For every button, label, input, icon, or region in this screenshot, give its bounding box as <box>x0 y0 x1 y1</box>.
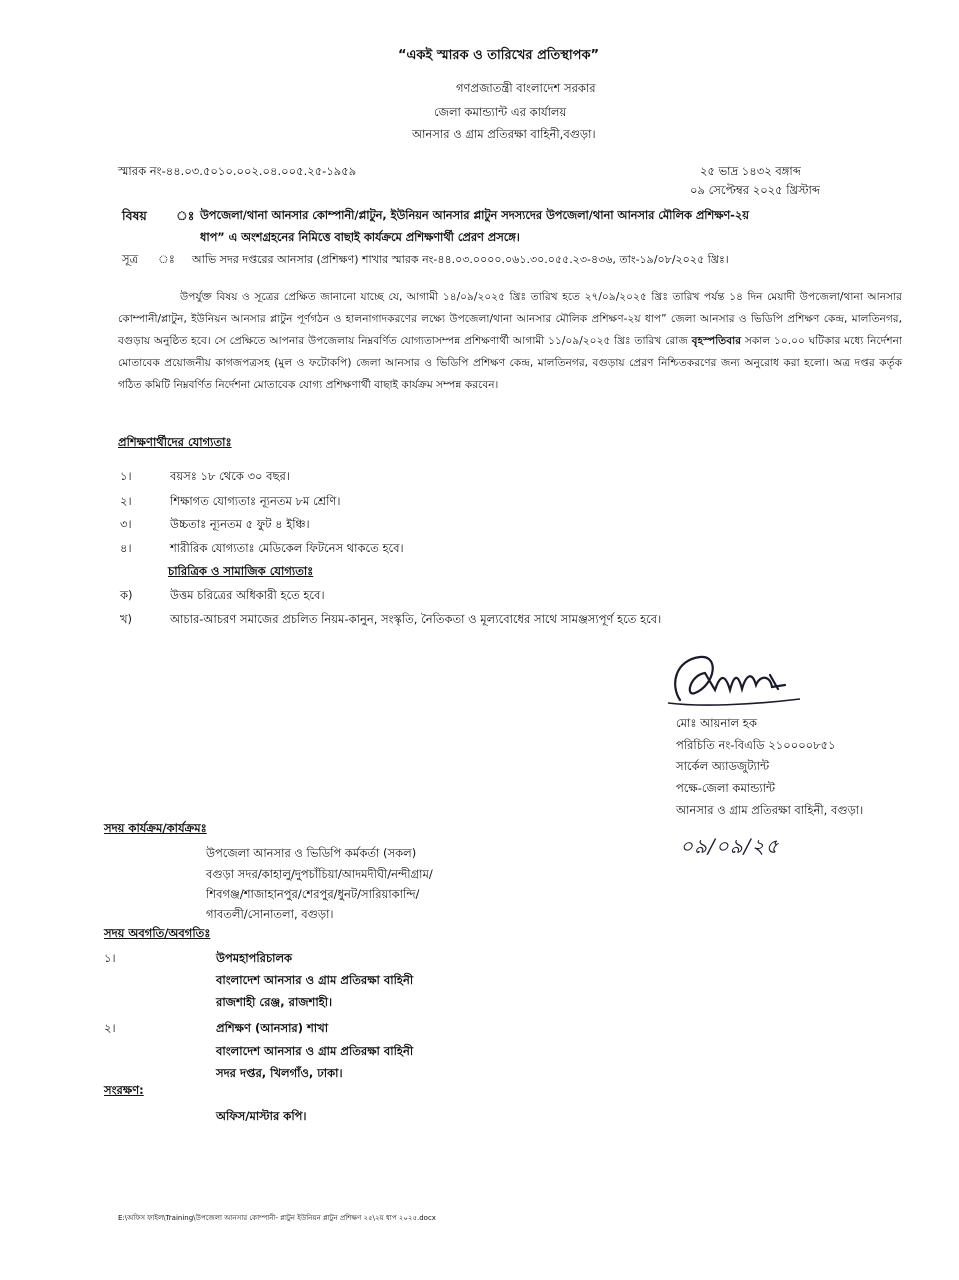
info-line: উপমহাপরিচালক <box>216 951 293 965</box>
signatory-for: পক্ষে-জেলা কমান্ড্যান্ট <box>676 781 776 795</box>
qualification-text: উচ্চতাঃ ন্যূনতম ৫ ফুট ৪ ইঞ্চি। <box>170 517 310 531</box>
qualification-text: বয়সঃ ১৮ থেকে ৩০ বছর। <box>170 469 290 483</box>
info-num: ২। <box>104 1021 116 1035</box>
body-text-part-1: উপর্যুক্ত বিষয় ও সূত্রের প্রেক্ষিত জানানো যাচ্ছে যে, আগামী ১৪/০৯/২০২৫ খ্রিঃ তারিখ হতে ২৭/০৯/২০২৫ খ্রিঃ তারিখ পর্যন্ত ১৪ দিন মেয়াদী উপজেলা/থানা আনসার কোম্পানী/প্লাটুন, ইউনিয়ন আনসার প্লাটুন পূর্ণগঠন ও হালনাগাদকরণের লক্ষ্যে উপজেলা/থানা আনসার মৌলিক প্রশিক্ষণ-২য় ধাপ” জেলা আনসার ও ভিডিপি প্রশিক্ষণ কেন্দ্র, মালতিনগর, বগুড়ায় অনুষ্ঠিত হবে। সে প্রেক্ষিতে আপনার উপজেলায় নিম্নবর্ণিত যোগ্যতাসম্পন্ন প্রশিক্ষণার্থী আগামী ১১/০৯/২০২৫ খ্রিঃ তারিখ রোজ <box>118 291 902 347</box>
office-name: জেলা কমান্ড্যান্ট এর কার্যালয় <box>434 105 567 119</box>
reference-text: আভি সদর দপ্তরের আনসার (প্রশিক্ষণ) শাখার স্মারক নং-৪৪.০৩.০০০০.০৬১.৩০.০৫৫.২৩-৪৩৬, তাং-১৯/০৮/২০২৫ খ্রিঃ। <box>192 253 729 266</box>
subject-separator: ঃ <box>176 208 195 223</box>
action-line: শিবগঞ্জ/শাজাহানপুর/শেরপুর/ধুনট/সারিয়াকান্দি/ <box>206 887 420 901</box>
action-line: উপজেলা আনসার ও ভিডিপি কর্মকর্তা (সকল) <box>206 846 417 860</box>
info-num: ১। <box>104 951 116 965</box>
character-num: ক) <box>120 588 133 602</box>
date-english: ০৯ সেপ্টেম্বর ২০২৫ খ্রিস্টাব্দ <box>690 183 820 197</box>
info-line: রাজশাহী রেঞ্জ, রাজশাহী। <box>216 995 333 1009</box>
reference-separator: ঃ <box>158 252 175 266</box>
info-heading: সদয় অবগতি/অবগতিঃ <box>104 926 211 940</box>
date-bangla: ২৫ ভাদ্র ১৪৩২ বঙ্গাব্দ <box>700 164 801 178</box>
subject-label: বিষয় <box>122 208 147 223</box>
qualification-text: শারীরিক যোগ্যতাঃ মেডিকেল ফিটনেস থাকতে হবে। <box>170 541 404 555</box>
character-heading: চারিত্রিক ও সামাজিক যোগ্যতাঃ <box>168 564 314 578</box>
action-line: গাবতলী/সোনাতলা, বগুড়া। <box>206 907 334 921</box>
qualification-num: ২। <box>120 494 132 508</box>
government-name: গণপ্রজাতন্ত্রী বাংলাদেশ সরকার <box>456 81 596 95</box>
organization-name: আনসার ও গ্রাম প্রতিরক্ষা বাহিনী,বগুড়া। <box>412 127 596 141</box>
signatory-name: মোঃ আয়নাল হক <box>676 716 757 730</box>
handwritten-signature <box>660 645 810 715</box>
archive-heading: সংরক্ষণ: <box>104 1083 144 1097</box>
subject-line-1: উপজেলা/থানা আনসার কোম্পানী/প্লাটুন, ইউনিয়ন আনসার প্লাটুন সদস্যদের উপজেলা/থানা আনসার মৌলিক প্রশিক্ষণ-২য় <box>200 209 749 222</box>
body-text-part-2: সকাল ১০.০০ ঘটিকার মধ্যে নির্দেশনা মোতাবেক প্রয়োজনীয় কাগজপত্রসহ (মুল ও ফটোকপি) জেলা আনসার ও ভিডিপি প্রশিক্ষণ কেন্দ্র, মালতিনগর, বগুড়ায় প্রেরণ নিশ্চিতকরণের জন্য অনুরোধ করা হলো। অত্র দপ্তর কর্তৃক গঠিত কমিটি নিম্নবর্ণিত নির্দেশনা মোতাবেক যোগ্য প্রশিক্ষণার্থী বাছাই কার্যক্রম সম্পন্ন করবেন। <box>118 335 902 391</box>
file-path-footer: E:\অফিস ফাইল\Training\উপজেলা আনসার কোম্পানী- প্লাটুন ইউনিয়ন প্লাটুন প্রশিক্ষণ ২৫\২য় ধাপ ২০২৫.docx <box>118 1214 436 1222</box>
action-heading: সদয় কার্যক্রম/কার্যক্রমঃ <box>104 821 207 835</box>
reference-label: সূত্র <box>122 252 139 266</box>
info-line: প্রশিক্ষণ (আনসার) শাখা <box>216 1021 329 1035</box>
character-text: উত্তম চরিত্রের অধিকারী হতে হবে। <box>170 588 325 602</box>
character-num: খ) <box>120 612 133 626</box>
body-paragraph <box>118 286 902 396</box>
info-line: সদর দপ্তর, খিলগাঁও, ঢাকা। <box>216 1066 343 1080</box>
qualifications-heading: প্রশিক্ষণার্থীদের যোগ্যতাঃ <box>118 435 232 449</box>
info-line: বাংলাদেশ আনসার ও গ্রাম প্রতিরক্ষা বাহিনী <box>216 973 414 987</box>
action-line: বগুড়া সদর/কাহালু/দুপচাঁচিয়া/আদমদীঘী/নন্দীগ্রাম/ <box>206 867 433 881</box>
handwritten-date: ০৯/০৯/২৫ <box>680 834 780 858</box>
qualification-num: ৩। <box>120 517 132 531</box>
info-line: বাংলাদেশ আনসার ও গ্রাম প্রতিরক্ষা বাহিনী <box>216 1044 414 1058</box>
body-text-weekday: বৃহস্পতিবার <box>691 335 742 347</box>
subject-line-2: ধাপ” এ অংশগ্রহনের নিমিত্তে বাছাই কার্যক্রমে প্রশিক্ষণার্থী প্রেরণ প্রসঙ্গে। <box>200 231 520 244</box>
character-text: আচার-আচরণ সমাজের প্রচলিত নিয়ম-কানুন, সংস্কৃতি, নৈতিকতা ও মূল্যবোধের সাথে সামঞ্জস্যপূর্ণ হতে হবে। <box>170 612 662 626</box>
signatory-org: আনসার ও গ্রাম প্রতিরক্ষা বাহিনী, বগুড়া। <box>676 803 864 817</box>
qualification-num: ১। <box>120 469 132 483</box>
signatory-id: পরিচিতি নং-বিএডি ২১০০০০৮৫১ <box>676 738 836 752</box>
qualification-num: ৪। <box>120 541 132 555</box>
archive-text: অফিস/মাস্টার কপি। <box>216 1109 307 1123</box>
memo-number: স্মারক নং-৪৪.০৩.৫০১০.০০২.০৪.০০৫.২৫-১৯৫৯ <box>118 164 357 178</box>
replacement-note: “একই স্মারক ও তারিখের প্রতিস্থাপক” <box>398 48 600 63</box>
signatory-title: সার্কেল অ্যাডজুট্যান্ট <box>676 759 770 773</box>
qualification-text: শিক্ষাগত যোগ্যতাঃ ন্যূনতম ৮ম শ্রেণি। <box>170 494 341 508</box>
